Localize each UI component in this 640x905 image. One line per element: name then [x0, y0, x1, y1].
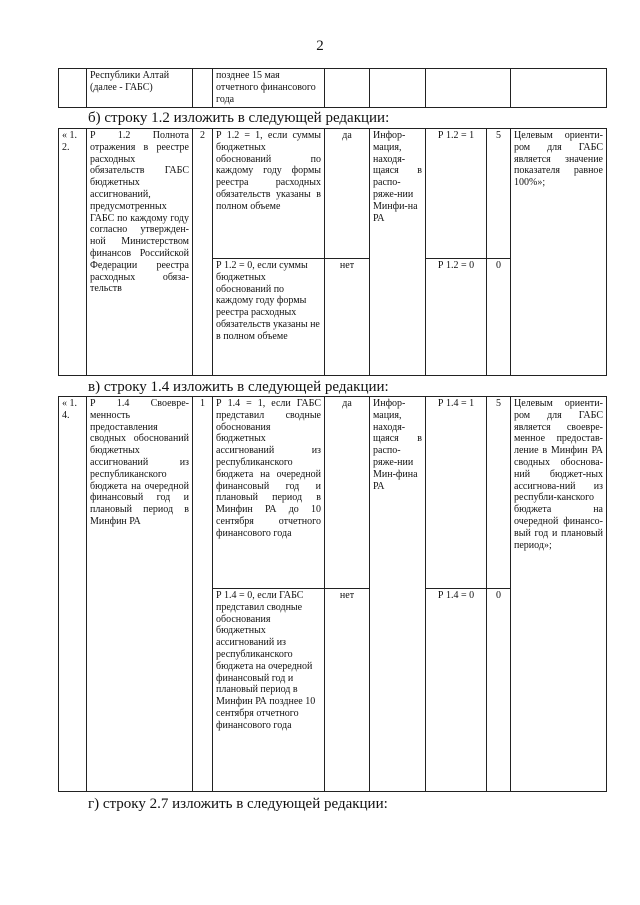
answer-yes: да: [325, 397, 370, 589]
condition-no: Р 1.4 = 0, если ГАБС представил сводные обоснования бюджетных ассигнований из республиканского бюджета на очередной финансовый год и плановый период в Минфин РА позднее 10 сентября отчетного финансового года: [213, 589, 325, 792]
answer-yes: да: [325, 129, 370, 259]
target-description: Целевым ориенти-ром для ГАБС является значение показателя равное 100%»;: [511, 129, 607, 376]
score-formula-yes: Р 1.4 = 1: [426, 397, 487, 589]
condition-yes: Р 1.2 = 1, если суммы бюджетных обоснований по каждому году формы реестра расходных обязательств указаны в полном объеме: [213, 129, 325, 259]
score-value-yes: 5: [487, 129, 511, 259]
info-source: Инфор-мация, находя-щаяся в распо-ряже-нии Минфи-на РА: [370, 129, 426, 376]
top-table: [58, 68, 607, 108]
info-source: Инфор-мация, находя-щаяся в распо-ряже-нии Мин-фина РА: [370, 397, 426, 792]
indicator-name: Р 1.2 Полнота отражения в реестре расходных обязательств ГАБС бюджетных ассигнований, предусмотренных ГАБС по каждому году согласно утвержден-ной Министерством финансов Российской Федерации реестра расходных обяза-тельств: [87, 129, 193, 376]
top-cell-name: Республики Алтай (далее - ГАБС): [87, 69, 193, 108]
indicator-weight: 1: [193, 397, 213, 792]
top-cell-weight: [193, 69, 213, 108]
page-number: 2: [316, 38, 324, 54]
target-description: Целевым ориенти-ром для ГАБС является своевре-менное предостав-ление в Минфин РА сводных обоснова-ний бюджет-ных ассигнова-ний из республи-канского бюджета на очередной финансо-вый год и плановый период»;: [511, 397, 607, 792]
heading-g: г) строку 2.7 изложить в следующей редакции:: [88, 796, 388, 812]
row-number: « 1. 4.: [59, 397, 87, 792]
score-formula-no: Р 1.4 = 0: [426, 589, 487, 792]
top-cell-source: [370, 69, 426, 108]
heading-b: б) строку 1.2 изложить в следующей редакции:: [88, 110, 390, 126]
top-cell-score: [426, 69, 511, 108]
answer-no: нет: [325, 589, 370, 792]
score-formula-no: Р 1.2 = 0: [426, 259, 487, 376]
score-value-no: 0: [487, 259, 511, 376]
score-value-no: 0: [487, 589, 511, 792]
indicator-weight: 2: [193, 129, 213, 376]
row-1-2-table: [58, 128, 607, 376]
score-value-yes: 5: [487, 397, 511, 589]
row-1-4-table: [58, 396, 607, 792]
top-cell-target: [511, 69, 607, 108]
heading-v: в) строку 1.4 изложить в следующей редакции:: [88, 379, 389, 395]
row-number: « 1. 2.: [59, 129, 87, 376]
top-cell-num: [59, 69, 87, 108]
top-cell-condition: позднее 15 мая отчетного финансового года: [213, 69, 325, 108]
condition-yes: Р 1.4 = 1, если ГАБС представил сводные обоснования бюджетных ассигнований из республиканского бюджета на очередной финансовый год и плановый период в Минфин РА до 10 сентября отчетного финансового года: [213, 397, 325, 589]
score-formula-yes: Р 1.2 = 1: [426, 129, 487, 259]
condition-no: Р 1.2 = 0, если суммы бюджетных обоснований по каждому году формы реестра расходных обязательств указаны не в полном объеме: [213, 259, 325, 376]
top-cell-yesno: [325, 69, 370, 108]
indicator-name: Р 1.4 Своевре-менность предоставления сводных обоснований бюджетных ассигнований из республиканского бюджета на очередной финансовый год и плановый период в Минфин РА: [87, 397, 193, 792]
answer-no: нет: [325, 259, 370, 376]
